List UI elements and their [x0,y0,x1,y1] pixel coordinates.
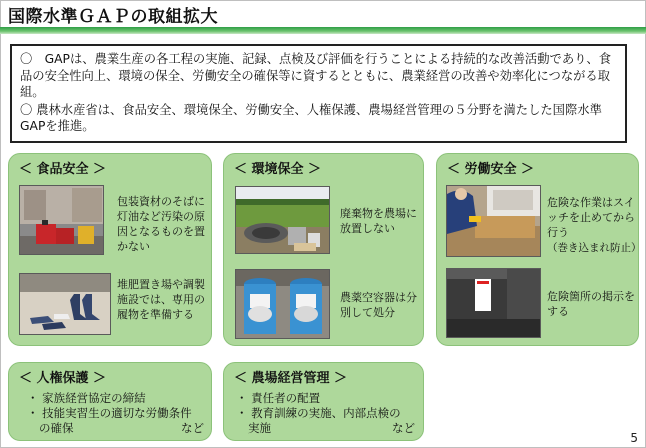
bullet-etc: など [181,421,204,435]
photo-danger-sign [446,268,541,338]
section-title: ＜ 人権保護 ＞ [19,371,107,386]
section-human-rights [8,362,212,441]
bullet-etc: など [392,421,415,435]
caption-packaging: 包装資材のそばに灯油など汚染の原因となるものを置かない [117,195,205,253]
section-title: ＜ 食品安全 ＞ [19,162,107,177]
section-farm-management [223,362,424,441]
section-title: ＜ 労働安全 ＞ [447,162,535,177]
bullet-family-agreement: ・ 家族経営協定の締結 [27,391,146,405]
caption-switch-off-note: （巻き込まれ防止） [547,242,642,254]
photo-boots [19,273,111,335]
intro-paragraph-maff: 〇 農林水産省は、食品安全、環境保全、労働安全、人権保護、農場経営管理の５分野を満たした国際水準GAPを推進。 [20,102,602,133]
caption-switch-off-text: 危険な作業はスイッチを止めてから行う [547,196,635,239]
photo-kerosene-containers [19,185,104,255]
title-underline-bar [0,27,646,34]
bullet-training-inspection-cont: 実施 [248,421,271,435]
section-title: ＜ 農場経営管理 ＞ [234,371,348,386]
caption-waste: 廃棄物を農場に放置しない [340,207,417,235]
intro-box [10,44,627,143]
bullet-trainee-conditions-cont: の確保 [39,421,74,435]
caption-pesticide-containers: 農薬空容器は分別して処分 [340,291,417,319]
section-food-safety [8,153,212,346]
photo-machine-work [446,185,541,257]
section-environment [223,153,424,346]
section-title: ＜ 環境保全 ＞ [234,162,322,177]
bullet-training-inspection: ・ 教育訓練の実施、内部点検の [236,406,401,420]
photo-pesticide-containers [235,269,330,339]
page-number: 5 [630,431,638,445]
caption-switch-off [547,195,642,256]
intro-paragraph-gap: 〇 GAPは、農業生産の各工程の実施、記録、点検及び評価を行うことによる持続的な改善活動であり、食品の安全性向上、環境の保全、労働安全の確保等に資するとともに、農業経営の改善や効率化につながる取組。 [20,52,612,99]
caption-danger-sign: 危険箇所の掲示をする [547,290,635,318]
bullet-trainee-conditions: ・ 技能実習生の適切な労働条件 [27,406,192,420]
section-labor-safety [436,153,642,346]
caption-footwear: 堆肥置き場や調製施設では、専用の履物を準備する [117,278,205,321]
bullet-assign-manager: ・ 責任者の配置 [236,391,321,405]
photo-waste-on-farm [235,186,330,254]
page-title: 国際水準ＧＡＰの取組拡大 [8,7,218,27]
